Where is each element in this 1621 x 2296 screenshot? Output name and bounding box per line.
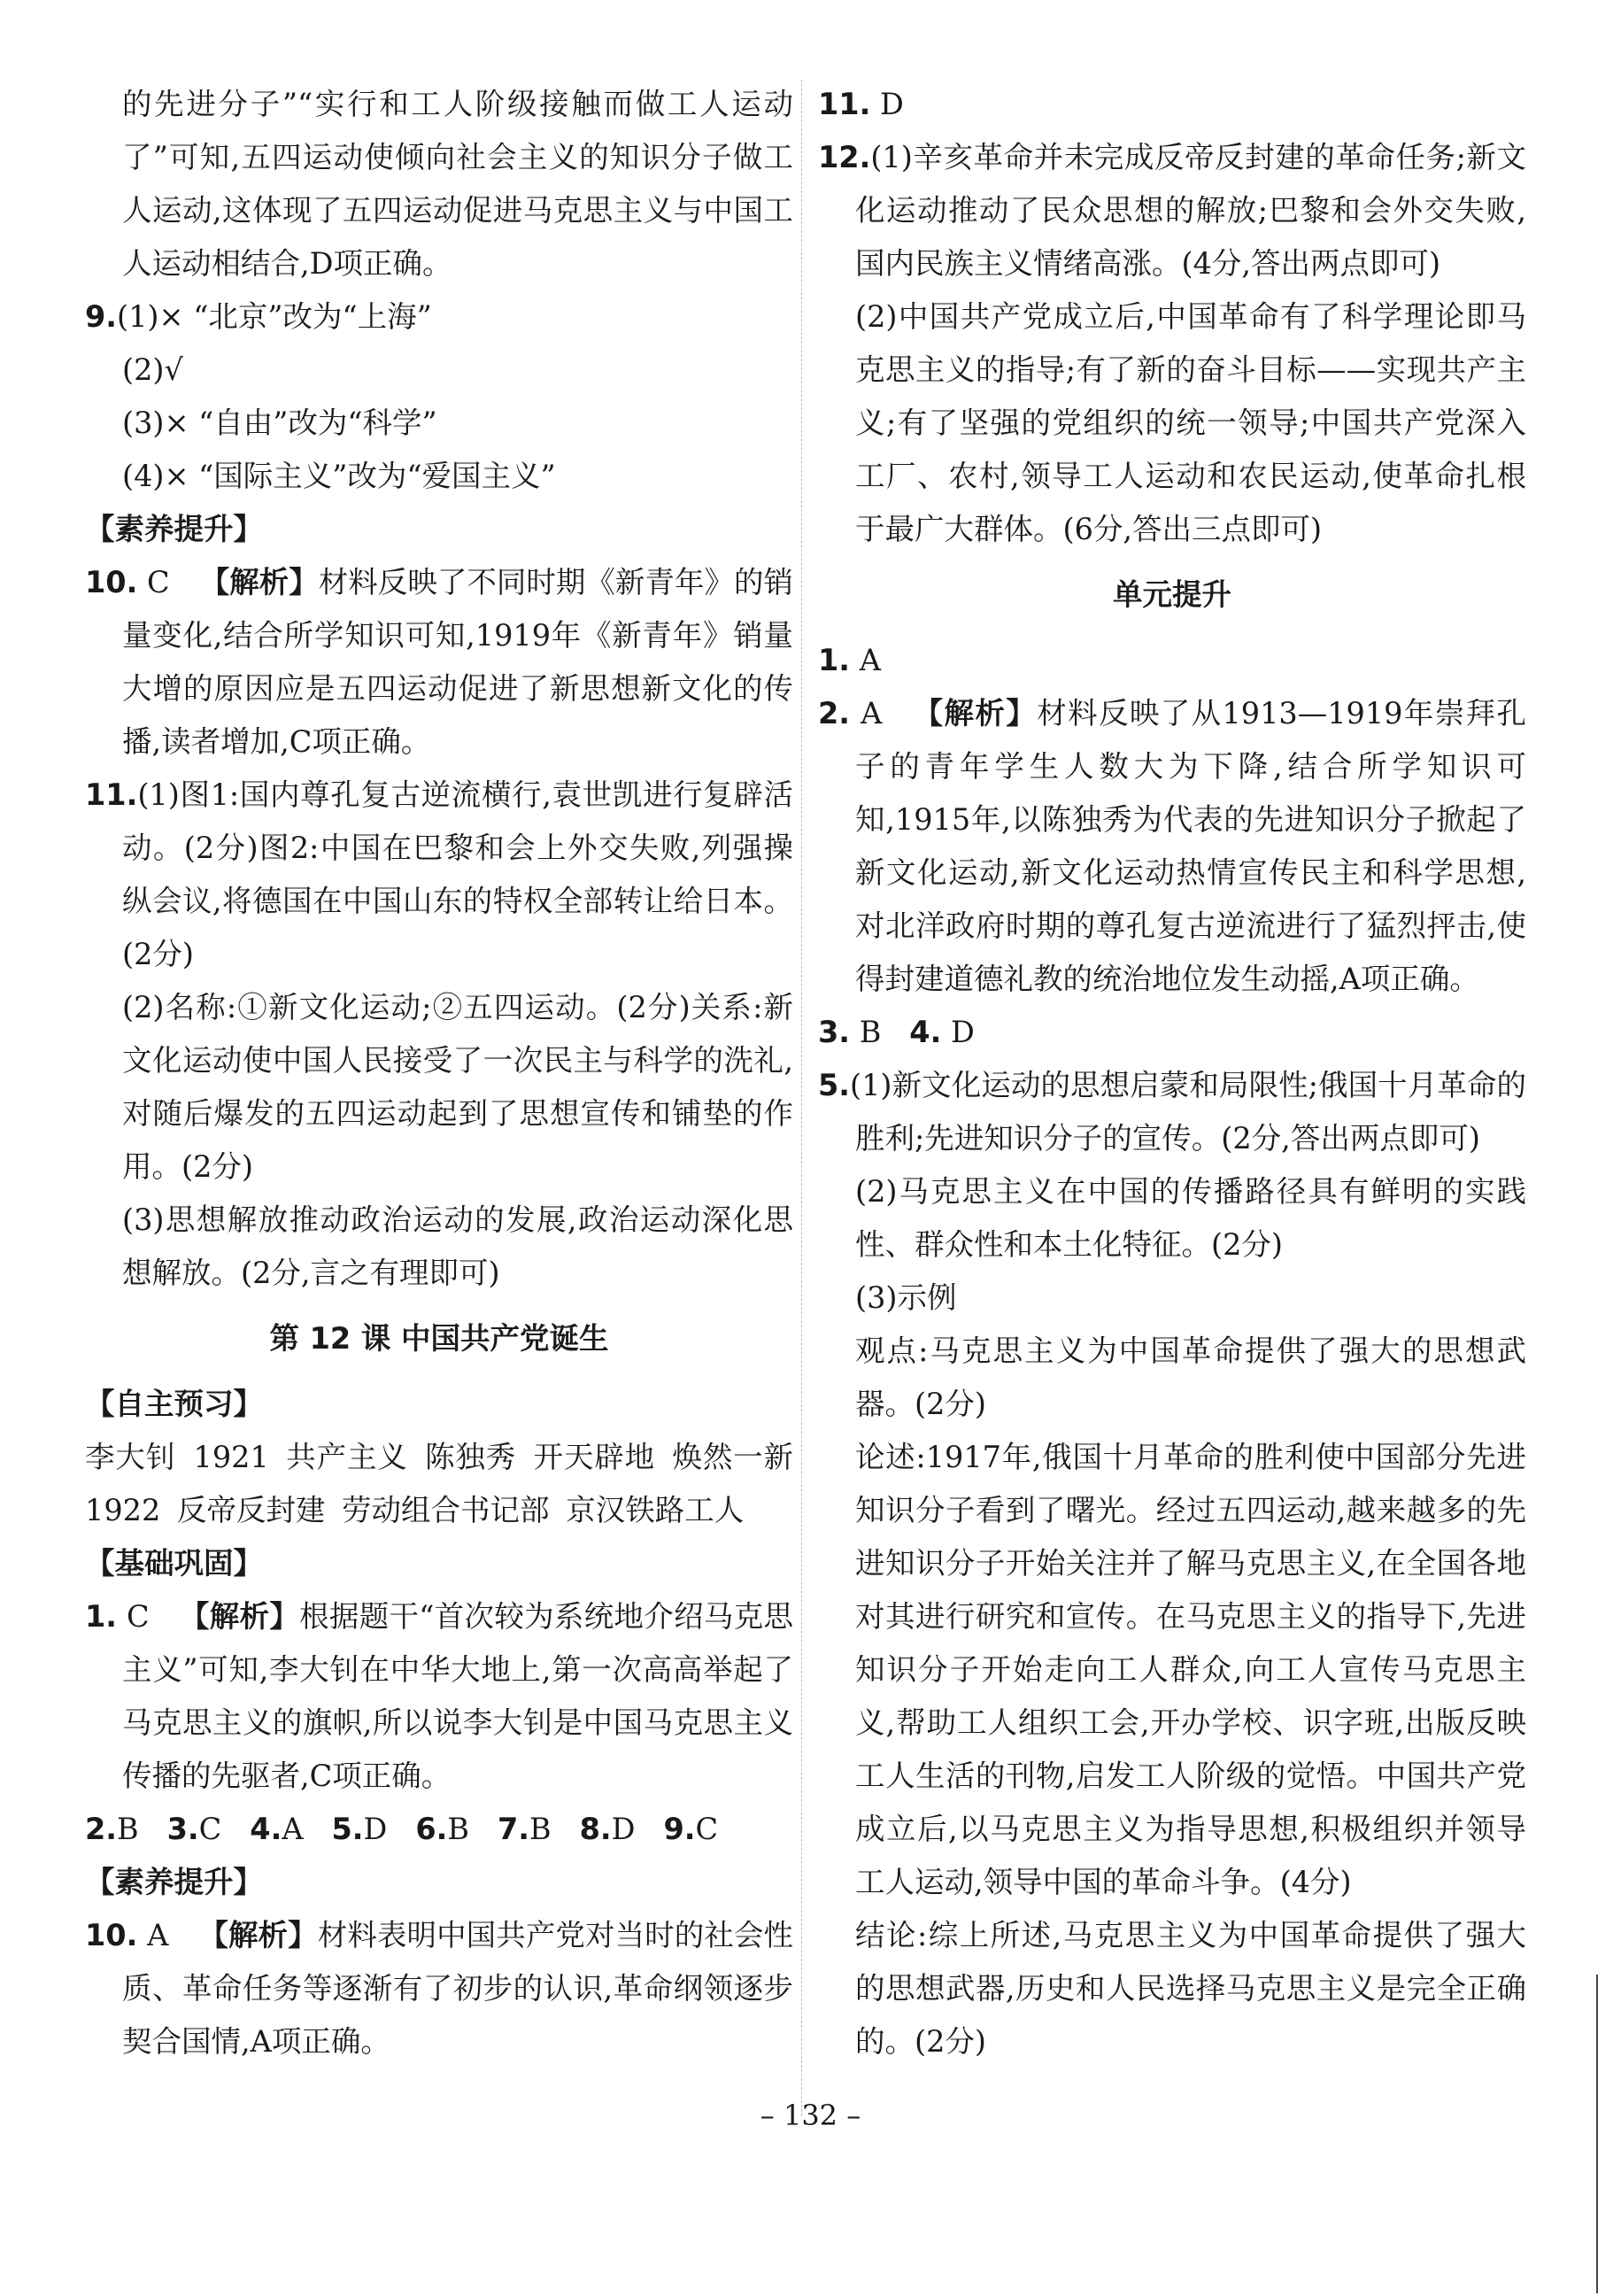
section-suyang-2: 【素养提升】: [85, 1865, 263, 1899]
left-column: [85, 78, 793, 2068]
q10-answer: C: [147, 565, 170, 599]
u-q5-conclusion: 结论:综上所述,马克思主义为中国革命提供了强大的思想武器,历史和人民选择马克思主义是完全正确的。(2分): [855, 1918, 1526, 2059]
q8-continuation: 的先进分子”“实行和工人阶级接触而做工人运动了”可知,五四运动使倾向社会主义的知识分子做工人运动,这体现了五四运动促进马克思主义与中国工人运动相结合,D项正确。: [122, 87, 793, 281]
q10b-answer: A: [147, 1918, 169, 1952]
u-q5: 5.(1)新文化运动的思想启蒙和局限性;俄国十月革命的胜利;先进知识分子的宣传。(2分,答出两点即可) (2)马克思主义在中国的传播路径具有鲜明的实践性、群众性和本土化特征。(2分) (3)示例 观点:马克思主义为中国革命提供了强大的思想武器。(2分) 论述:1917年,俄国十月革命的胜利使中国部分先进知识分子看到了曙光。经过五四运动,越来越多的先进知识分子开始关注并了解马克思主义,在全国各地对其进行研究和宣传。在马克思主义的指导下,先进知识分子开始走向工人群众,向工人宣传马克思主义,帮助工人组织工会,开办学校、识字班,出版反映工人生活的刊物,启发工人阶级的觉悟。中国共产党成立后,以马克思主义为指导思想,积极组织并领导工人运动,领导中国的革命斗争。(4分) 结论:综上所述,马克思主义为中国革命提供了强大的思想武器,历史和人民选择马克思主义是完全正确的。(2分): [818, 1059, 1526, 2068]
section-jichu: 【基础巩固】: [85, 1546, 263, 1581]
q1-answer: C: [127, 1599, 150, 1634]
q9-line-1: (1)× “北京”改为“上海”: [117, 299, 432, 334]
page-number: – 132 –: [760, 2099, 861, 2132]
q1: 1. C 【解析】根据题干“首次较为系统地介绍马克思主义”可知,李大钊在中华大地上,第一次高高举起了马克思主义的旗帜,所以说李大钊是中国马克思主义传播的先驱者,C项正确。: [85, 1599, 793, 1793]
u-q3-q4: 3. B 4. D: [818, 1015, 975, 1049]
unit-title: 单元提升: [1113, 577, 1231, 612]
r-q12: 12.(1)辛亥革命并未完成反帝反封建的革命任务;新文化运动推动了民众思想的解放;巴黎和会外交失败,国内民族主义情绪高涨。(4分,答出两点即可) (2)中国共产党成立后,中国革命有了科学理论即马克思主义的指导;有了新的奋斗目标——实现共产主义;有了坚强的党组织的统一领导;中国共产党深入工厂、农村,领导工人运动和农民运动,使革命扎根于最广大群体。(6分,答出三点即可): [818, 131, 1526, 556]
u-q5-part-1: (1)新文化运动的思想启蒙和局限性;俄国十月革命的胜利;先进知识分子的宣传。(2分,答出两点即可): [850, 1068, 1526, 1156]
r-q11: 11. D: [818, 87, 904, 121]
page-edge-line: [1596, 1975, 1598, 2293]
u-q5-part-2: (2)马克思主义在中国的传播路径具有鲜明的实践性、群众性和本土化特征。(2分): [855, 1174, 1526, 1262]
q1-text: 根据题干“首次较为系统地介绍马克思主义”可知,李大钊在中华大地上,第一次高高举起了马克思主义的旗帜,所以说李大钊是中国马克思主义传播的先驱者,C项正确。: [122, 1599, 793, 1793]
q10b-text: 材料表明中国共产党对当时的社会性质、革命任务等逐渐有了初步的认识,革命纲领逐步契合国情,A项正确。: [122, 1918, 794, 2059]
r-q12-part-1: (1)辛亥革命并未完成反帝反封建的革命任务;新文化运动推动了民众思想的解放;巴黎和会外交失败,国内民族主义情绪高涨。(4分,答出两点即可): [855, 140, 1526, 281]
r-q12-part-2: (2)中国共产党成立后,中国革命有了科学理论即马克思主义的指导;有了新的奋斗目标——实现共产主义;有了坚强的党组织的统一领导;中国共产党深入工厂、农村,领导工人运动和农民运动,使革命扎根于最广大群体。(6分,答出三点即可): [855, 299, 1526, 546]
q9-line-2: (2)√: [122, 352, 183, 387]
u-q1: 1. A: [818, 643, 881, 677]
q10-tag: 【解析】: [199, 565, 319, 599]
lesson-title: 第 12 课 中国共产党诞生: [269, 1321, 609, 1356]
q11: 11.(1)图1:国内尊孔复古逆流横行,袁世凯进行复辟活动。(2分)图2:中国在巴黎和会上外交失败,列强操纵会议,将德国在中国山东的特权全部转让给日本。(2分) (2)名称:①新文化运动;②五四运动。(2分)关系:新文化运动使中国人民接受了一次民主与科学的洗礼,对随后爆发的五四运动起到了思想宣传和铺垫的作用。(2分) (3)思想解放推动政治运动的发展,政治运动深化思想解放。(2分,言之有理即可): [85, 769, 793, 1300]
zizhu-answers: 李大钊 1921 共产主义 陈独秀 开天辟地 焕然一新 1922 反帝反封建 劳动组合书记部 京汉铁路工人: [85, 1440, 793, 1527]
q9-line-4: (4)× “国际主义”改为“爱国主义”: [122, 459, 556, 493]
q10: 10. C 【解析】材料反映了不同时期《新青年》的销量变化,结合所学知识可知,1919年《新青年》销量大增的原因应是五四运动促进了新思想新文化的传播,读者增加,C项正确。: [85, 565, 794, 759]
section-zizhu: 【自主预习】: [85, 1387, 263, 1421]
q9-number: 9.: [85, 299, 118, 334]
u-q5-argument: 论述:1917年,俄国十月革命的胜利使中国部分先进知识分子看到了曙光。经过五四运动,越来越多的先进知识分子开始关注并了解马克思主义,在全国各地对其进行研究和宣传。在马克思主义的指导下,先进知识分子开始走向工人群众,向工人宣传马克思主义,帮助工人组织工会,开办学校、识字班,出版反映工人生活的刊物,启发工人阶级的觉悟。中国共产党成立后,以马克思主义为指导思想,积极组织并领导工人运动,领导中国的革命斗争。(4分): [855, 1440, 1526, 1899]
u-q5-part-3: (3)示例: [855, 1280, 957, 1315]
q11-part-3: (3)思想解放推动政治运动的发展,政治运动深化思想解放。(2分,言之有理即可): [122, 1202, 793, 1290]
q9: [85, 290, 793, 503]
q9-line-3: (3)× “自由”改为“科学”: [122, 406, 437, 440]
u-q2: 2. A 【解析】材料反映了从1913—1919年崇拜孔子的青年学生人数大为下降,结合所学知识可知,1915年,以陈独秀为代表的先进知识分子掀起了新文化运动,新文化运动热情宣传民主和科学思想,对北洋政府时期的尊孔复古逆流进行了猛烈抨击,使得封建道德礼教的统治地位发生动摇,A项正确。: [818, 696, 1526, 996]
column-divider: [801, 80, 802, 2116]
answers-row: 2.B 3.C 4.A 5.D 6.B 7.B 8.D 9.C: [85, 1812, 719, 1846]
u-q2-text: 材料反映了从1913—1919年崇拜孔子的青年学生人数大为下降,结合所学知识可知,1915年,以陈独秀为代表的先进知识分子掀起了新文化运动,新文化运动热情宣传民主和科学思想,对北洋政府时期的尊孔复古逆流进行了猛烈抨击,使得封建道德礼教的统治地位发生动摇,A项正确。: [855, 696, 1526, 996]
u-q5-viewpoint: 观点:马克思主义为中国革命提供了强大的思想武器。(2分): [855, 1334, 1526, 1421]
right-column: [818, 78, 1526, 2068]
q11-part-1: (1)图1:国内尊孔复古逆流横行,袁世凯进行复辟活动。(2分)图2:中国在巴黎和会上外交失败,列强操纵会议,将德国在中国山东的特权全部转让给日本。(2分): [122, 777, 793, 971]
q10-text: 材料反映了不同时期《新青年》的销量变化,结合所学知识可知,1919年《新青年》销量大增的原因应是五四运动促进了新思想新文化的传播,读者增加,C项正确。: [122, 565, 794, 759]
section-suyang-1: 【素养提升】: [85, 512, 263, 546]
q10b: 10. A 【解析】材料表明中国共产党对当时的社会性质、革命任务等逐渐有了初步的认识,革命纲领逐步契合国情,A项正确。: [85, 1918, 794, 2059]
q11-part-2: (2)名称:①新文化运动;②五四运动。(2分)关系:新文化运动使中国人民接受了一次民主与科学的洗礼,对随后爆发的五四运动起到了思想宣传和铺垫的作用。(2分): [122, 990, 793, 1184]
